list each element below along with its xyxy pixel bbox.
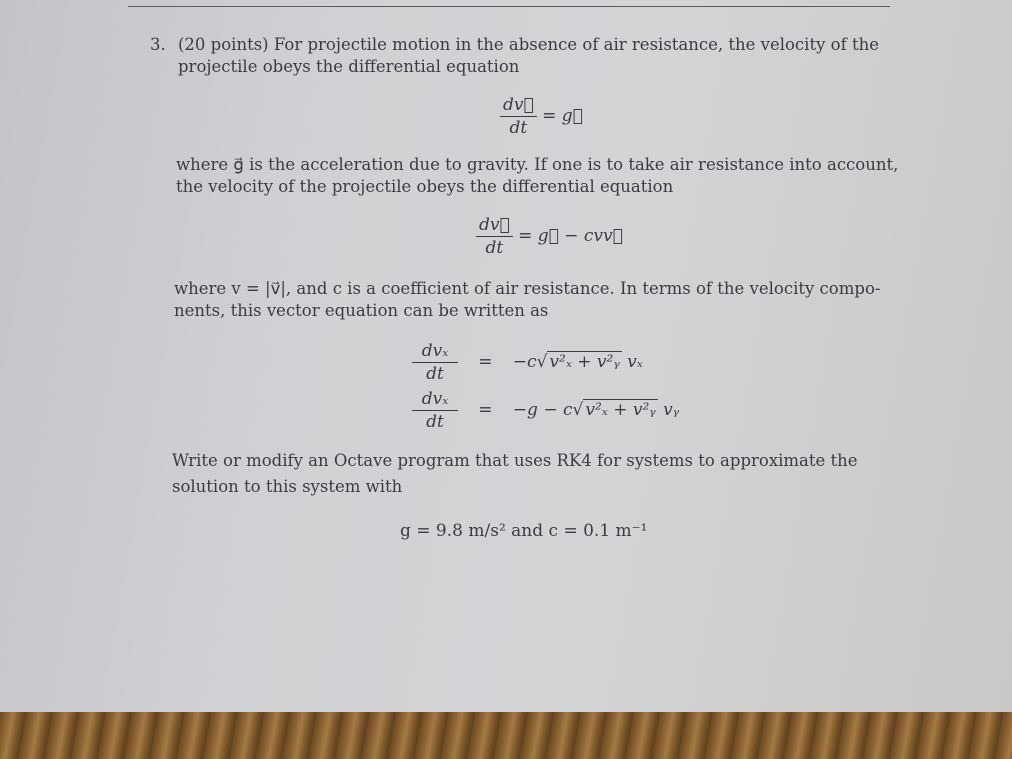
sys2-lead: −g − c [512, 400, 573, 420]
sys2-fraction [412, 388, 458, 433]
sys1-fraction [412, 340, 458, 385]
eq1-numerator: dv⃗ [500, 94, 537, 117]
top-rule [128, 6, 890, 7]
sys2-numerator: dvₓ [412, 388, 458, 411]
equation-2 [476, 214, 623, 259]
sys1-denominator: dt [426, 364, 444, 384]
eq2-numerator: dv⃗ [476, 214, 513, 237]
intro-line-2: projectile obeys the differential equation [178, 57, 520, 76]
sys1-lead: −c [512, 352, 537, 372]
eq1-fraction [500, 94, 537, 139]
sys2-trail: vᵧ [663, 400, 680, 420]
sqrt-icon: √ [536, 352, 548, 372]
eq2-denominator: dt [485, 238, 504, 258]
eq1-rhs: = g⃗ [542, 106, 583, 126]
sqrt-icon: √ [572, 400, 584, 420]
eq2-rhs: = g⃗ − cvv⃗ [518, 226, 623, 246]
wooden-table [0, 712, 1012, 759]
problem-number: 3. [150, 35, 166, 54]
eq2-fraction [476, 214, 513, 259]
mid-line-2: the velocity of the projectile obeys the differential equation [176, 177, 674, 196]
sys2-denominator: dt [426, 412, 444, 432]
sys1-trail: vₓ [627, 352, 643, 372]
system-equation-2 [412, 388, 679, 433]
sys2-radicand: v²ₓ + v²ᵧ [585, 400, 656, 420]
mid-line-1: where g⃗ is the acceleration due to gravity. If one is to take air resistance into account, [176, 155, 899, 174]
eq1-denominator: dt [509, 118, 528, 138]
parameters: g = 9.8 m/s² and c = 0.1 m⁻¹ [400, 521, 648, 541]
equation-1 [500, 94, 583, 139]
sys1-radicand: v²ₓ + v²ᵧ [549, 352, 620, 372]
sys2-equals: = [478, 400, 493, 420]
sys1-numerator: dvₓ [412, 340, 458, 363]
components-line-2: nents, this vector equation can be written as [174, 301, 549, 320]
components-line-1: where v = |v⃗|, and c is a coefficient of air resistance. In terms of the velocity compo- [174, 279, 881, 298]
intro-line-1: (20 points) For projectile motion in the absence of air resistance, the velocity of the [178, 35, 879, 54]
task-line-1: Write or modify an Octave program that uses RK4 for systems to approximate the [172, 451, 858, 470]
task-line-2: solution to this system with [172, 477, 403, 496]
system-equation-1 [412, 340, 643, 385]
sys1-equals: = [478, 352, 493, 372]
